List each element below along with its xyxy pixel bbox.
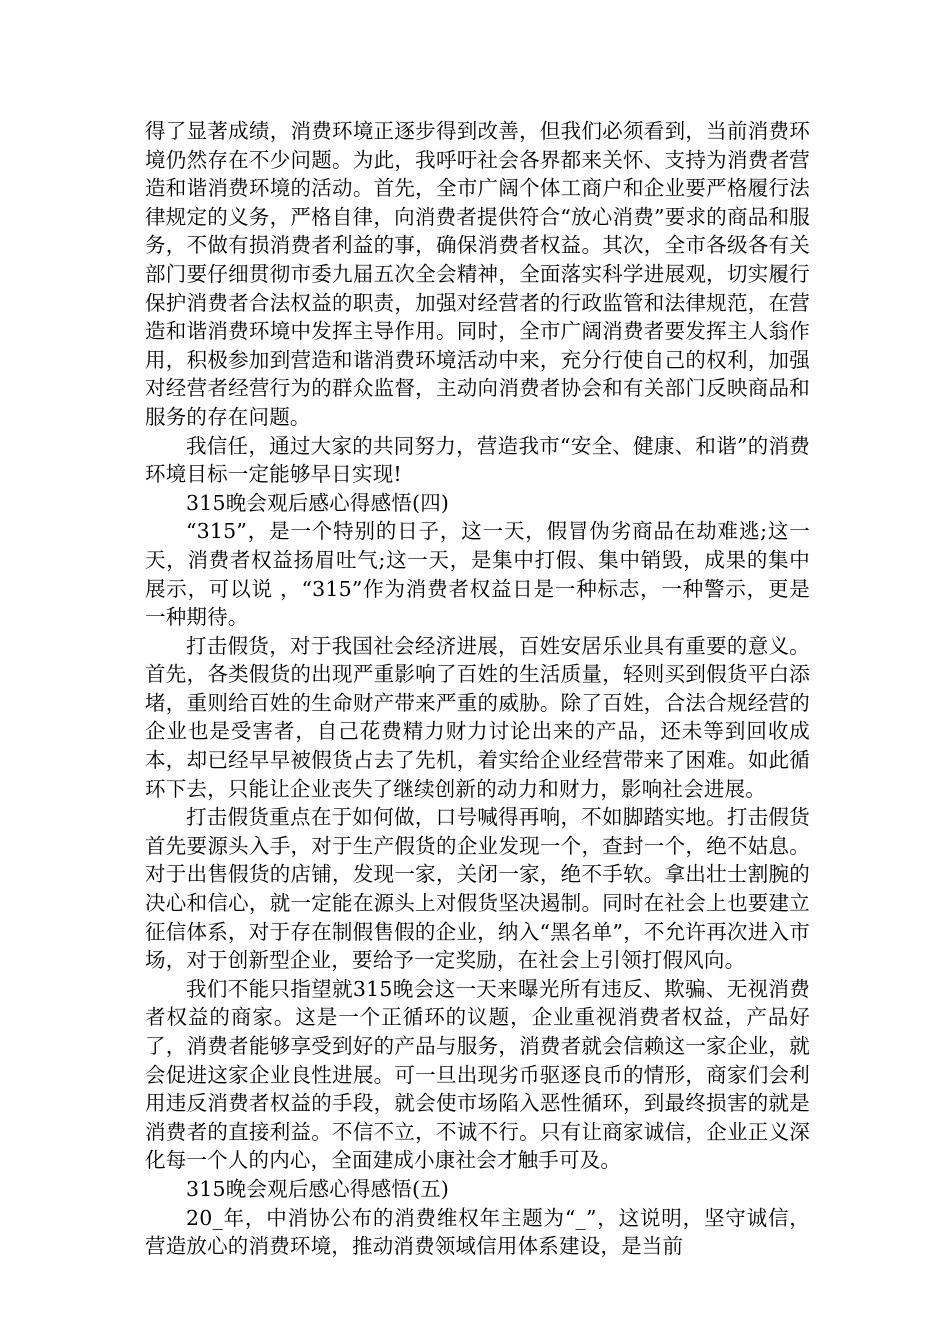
paragraph-consumer-environment-appeal: 得了显著成绩，消费环境正逐步得到改善，但我们必须看到，当前消费环境仍然存在不少问题。为此，我呼吁社会各界都来关怀、支持为消费者营造和谐消费环境的活动。首先，全市广阔个体工商户和企业要严格履行法律规定的义务，严格自律，向消费者提供符合“放心消费”要求的商品和服务，不做有损消费者利益的事，确保消费者权益。其次，全市各级各有关部门要仔细贯彻市委九届五次全会精神，全面落实科学进展观，切实履行保护消费者合法权益的职责，加强对经营者的行政监管和法律规范，在营造和谐消费环境中发挥主导作用。同时，全市广阔消费者要发挥主人翁作用，积极参加到营造和谐消费环境活动中来，充分行使自己的权利，加强对经营者经营行为的群众监督，主动向消费者协会和有关部门反映商品和服务的存在问题。 (145, 119, 810, 429)
paragraph-annual-theme: 20_年，中消协公布的消费维权年主题为“_”，这说明，坚守诚信，营造放心的消费环境，推动消费领域信用体系建设，是当前 (145, 1205, 810, 1259)
paragraph-how-to-fight-counterfeits: 打击假货重点在于如何做，口号喊得再响，不如脚踏实地。打击假货首先要源头入手，对于生产假货的企业发现一个，查封一个，绝不姑息。对于出售假货的店铺，发现一家，关闭一家，绝不手软。拿出壮士割腕的决心和信心，就一定能在源头上对假货坚决遏制。同时在社会上也要建立征信体系，对于存在制假售假的企业，纳入“黑名单”，不允许再次进入市场，对于创新型企业，要给予一定奖励，在社会上引领打假风向。 (145, 805, 810, 973)
paragraph-confidence-statement: 我信任，通过大家的共同努力，营造我市“安全、健康、和谐”的消费环境目标一定能够早日实现! (145, 433, 810, 487)
document-body (145, 117, 810, 1261)
paragraph-fighting-counterfeits-significance: 打击假货，对于我国社会经济进展，百姓安居乐业具有重要的意义。首先，各类假货的出现严重影响了百姓的生活质量，轻则买到假货平白添堵，重则给百姓的生命财产带来严重的威胁。除了百姓，合法合规经营的企业也是受害者，自己花费精力财力讨论出来的产品，还未等到回收成本，却已经早早被假货占去了先机，着实给企业经营带来了困难。如此循环下去，只能让企业丧失了继续创新的动力和财力，影响社会进展。 (145, 633, 810, 801)
section-heading-part-four: 315晚会观后感心得感悟(四) (186, 490, 450, 515)
section-heading-part-five: 315晚会观后感心得感悟(五) (186, 1176, 450, 1201)
paragraph-315-special-day: “315”，是一个特别的日子，这一天，假冒伪劣商品在劫难逃;这一天，消费者权益扬眉吐气;这一天，是集中打假、集中销毁，成果的集中展示，可以说 ，“315”作为消费者权益日是一种标志，一种警示，更是一种期待。 (145, 519, 810, 630)
paragraph-positive-cycle: 我们不能只指望就315晚会这一天来曝光所有违反、欺骗、无视消费者权益的商家。这是一个正循环的议题，企业重视消费者权益，产品好了，消费者能够享受到好的产品与服务，消费者就会信赖这一家企业，就会促进这家企业良性进展。可一旦出现劣币驱逐良币的情形，商家们会利用违反消费者权益的手段，就会使市场陷入恶性循环，到最终损害的就是消费者的直接利益。不信不立，不诚不行。只有让商家诚信，企业正义深化每一个人的内心，全面建成小康社会才触手可及。 (145, 976, 810, 1173)
